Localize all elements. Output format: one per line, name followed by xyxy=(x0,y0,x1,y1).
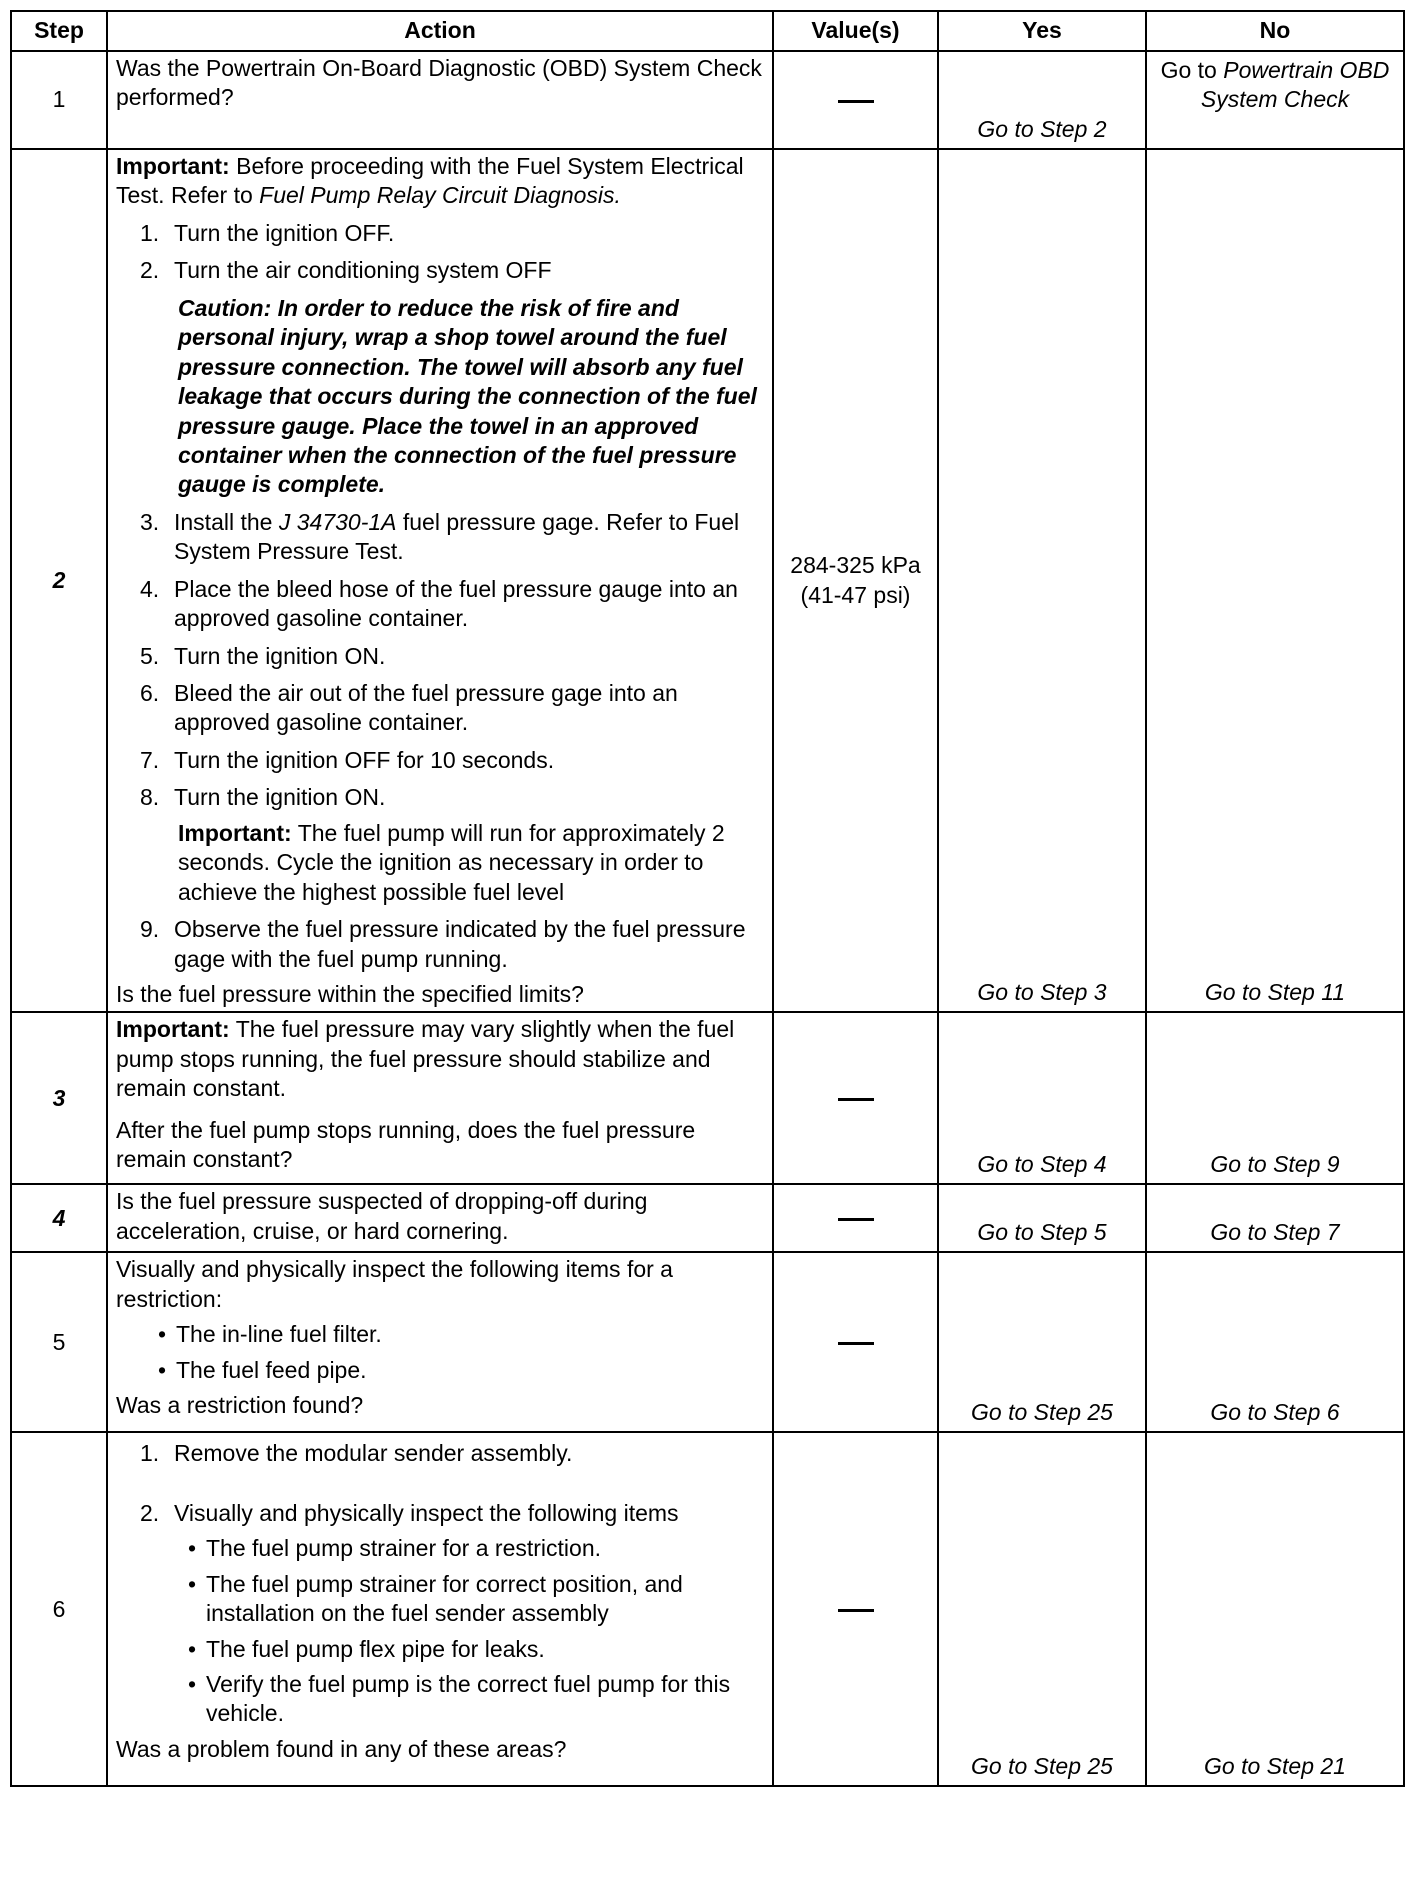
list-item: 2. Visually and physically inspect the following items xyxy=(140,1499,679,1526)
question-text: After the fuel pump stops running, does the fuel pressure remain constant? xyxy=(116,1116,696,1173)
list-item: • The fuel pump flex pipe for leaks. xyxy=(178,1635,764,1664)
bullet-icon: • xyxy=(187,1570,197,1597)
tool-reference: J 34730-1A xyxy=(278,508,397,535)
no-prefix: Go to xyxy=(1160,57,1224,83)
bullet-icon: • xyxy=(157,1356,167,1383)
yes-cell: Go to Step 25 xyxy=(938,1252,1146,1432)
dash-value xyxy=(838,1218,874,1221)
list-item: 3. Install the J 34730-1A fuel pressure gage. Refer to Fuel System Pressure Test. xyxy=(140,508,740,565)
action-cell xyxy=(107,149,773,1012)
list-item: • The in-line fuel filter. xyxy=(148,1320,764,1349)
question-text: Is the fuel pressure within the specified limits? xyxy=(116,980,584,1007)
pressure-kpa: 284-325 kPa xyxy=(790,552,921,579)
table-row xyxy=(11,1184,1404,1252)
question-text: Was the Powertrain On-Board Diagnostic (OBD) System Check performed? xyxy=(116,55,762,111)
value-cell xyxy=(773,1432,938,1786)
dash-value xyxy=(838,1609,874,1612)
dash-value xyxy=(838,1342,874,1345)
no-cell xyxy=(1146,51,1404,149)
no-reference: Powertrain OBD System Check xyxy=(1200,57,1390,113)
intro-text: Visually and physically inspect the following items for a restriction: xyxy=(116,1256,673,1312)
value-cell xyxy=(773,1012,938,1184)
pressure-psi: (41-47 psi) xyxy=(800,581,911,608)
list-item: 8. Turn the ignition ON. xyxy=(140,784,386,811)
list-item: 2. Turn the air conditioning system OFF xyxy=(140,257,552,284)
list-item: 6. Bleed the air out of the fuel pressure gage into an approved gasoline container. xyxy=(140,680,678,736)
step-number: 1 xyxy=(11,51,107,149)
list-item: 1. Remove the modular sender assembly. xyxy=(140,1440,573,1467)
important-text: Before proceeding with the Fuel System Electrical Test. Refer to xyxy=(116,153,744,209)
important-reference: Fuel Pump Relay Circuit Diagnosis. xyxy=(259,182,621,209)
no-cell: Go to Step 7 xyxy=(1146,1184,1404,1252)
step-number: 6 xyxy=(11,1432,107,1786)
bullet-icon: • xyxy=(187,1671,197,1697)
question-text: Is the fuel pressure suspected of dropping-off during acceleration, cruise, or hard cornering. xyxy=(116,1188,648,1244)
header-values: Value(s) xyxy=(773,11,938,51)
dash-value xyxy=(838,100,874,103)
yes-cell: Go to Step 5 xyxy=(938,1184,1146,1252)
step-number: 5 xyxy=(11,1252,107,1432)
table-row xyxy=(11,1252,1404,1432)
question-text: Was a restriction found? xyxy=(116,1392,364,1419)
header-no: No xyxy=(1146,11,1404,51)
action-cell xyxy=(107,51,773,149)
header-yes: Yes xyxy=(938,11,1146,51)
table-row xyxy=(11,149,1404,1012)
action-cell xyxy=(107,1184,773,1252)
important-note: Important: The fuel pump will run for approximately 2 seconds. Cycle the ignition as necessary in order to achieve the highest possible fuel level xyxy=(178,819,725,905)
action-cell xyxy=(107,1252,773,1432)
important-label: Important: xyxy=(116,153,230,179)
value-cell xyxy=(773,1184,938,1252)
bullet-icon: • xyxy=(157,1321,167,1348)
header-action: Action xyxy=(107,11,773,51)
table-row xyxy=(11,1432,1404,1786)
list-item: 5. Turn the ignition ON. xyxy=(140,642,386,669)
yes-cell: Go to Step 3 xyxy=(938,149,1146,1012)
value-cell xyxy=(773,149,938,1012)
list-item: • The fuel feed pipe. xyxy=(148,1356,764,1385)
important-note xyxy=(116,152,764,211)
list-item: • The fuel pump strainer for a restriction. xyxy=(178,1534,764,1563)
yes-cell: Go to Step 2 xyxy=(938,51,1146,149)
value-cell xyxy=(773,51,938,149)
step-number: 3 xyxy=(11,1012,107,1184)
list-item: • Verify the fuel pump is the correct fuel pump for this vehicle. xyxy=(178,1670,764,1729)
no-cell: Go to Step 11 xyxy=(1146,149,1404,1012)
action-cell xyxy=(107,1012,773,1184)
important-note: Important: The fuel pressure may vary slightly when the fuel pump stops running, the fuel pressure should stabilize and remain constant. xyxy=(116,1016,735,1102)
action-cell xyxy=(107,1432,773,1786)
caution-note: Caution: In order to reduce the risk of fire and personal injury, wrap a shop towel around the fuel pressure connection. The towel will absorb any fuel leakage that occurs during the connection of the fuel pressure gauge. Place the towel in an approved container when the connection of the fuel pressure gauge is complete. xyxy=(178,294,757,498)
no-cell: Go to Step 9 xyxy=(1146,1012,1404,1184)
list-item: 1. Turn the ignition OFF. xyxy=(140,219,395,246)
bullet-icon: • xyxy=(187,1635,197,1662)
list-item: • The fuel pump strainer for correct position, and installation on the fuel sender assembly xyxy=(178,1570,764,1629)
list-item: 9. Observe the fuel pressure indicated by the fuel pressure gage with the fuel pump running. xyxy=(140,916,746,972)
bullet-icon: • xyxy=(187,1535,197,1562)
yes-cell: Go to Step 25 xyxy=(938,1432,1146,1786)
step-number: 2 xyxy=(11,149,107,1012)
dash-value xyxy=(838,1098,874,1101)
header-row xyxy=(11,11,1404,51)
diagnostic-table xyxy=(10,10,1405,1787)
list-item: 7. Turn the ignition OFF for 10 seconds. xyxy=(140,746,555,773)
header-step: Step xyxy=(11,11,107,51)
table-row xyxy=(11,1012,1404,1184)
no-cell: Go to Step 6 xyxy=(1146,1252,1404,1432)
yes-cell: Go to Step 4 xyxy=(938,1012,1146,1184)
value-cell xyxy=(773,1252,938,1432)
question-text: Was a problem found in any of these areas? xyxy=(116,1735,567,1762)
step-number: 4 xyxy=(11,1184,107,1252)
table-row xyxy=(11,51,1404,149)
no-cell: Go to Step 21 xyxy=(1146,1432,1404,1786)
list-item: 4. Place the bleed hose of the fuel pressure gauge into an approved gasoline container. xyxy=(140,575,738,632)
